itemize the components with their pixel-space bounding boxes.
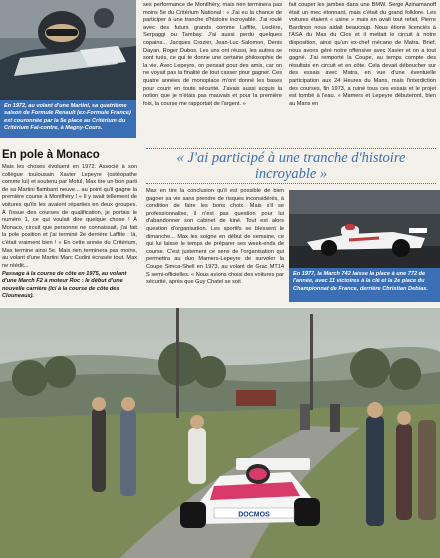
column1-top-text: ses performance de Montlhéry, mais rien terminera pas moins 5e du Critérium National : « J'ai eu la chance de participer à une tranche d'histoire incroyable. J'ai roulé avec des futurs grands comme Laffite, Leclère, Serpaggi ou Tambay. J'ai aussi perdu quelques copains... Jacques Crozier, Jean-Luc Salomon, Denis Dayan, Roger Dubos. Les uns ont réussi, les autres se sont tués, ce qui te donne une certaine philosophie de la vie. Avec Lepeyre, on pensait pour des amis, car on ne voyait pas la finalité de tout casser pour gagner. Ces quatre années de monoplace m'ont donné les bases pour courir en toute sécurité. J'avais aussi acquis la notion que je n'étais pas mauvais et pour la première fois, la course me rapportait de l'argent. » <box>143 2 282 107</box>
hillclimb-race-car-photo-icon <box>0 308 440 558</box>
top-photo-caption: En 1972, au volant d'une Martini, sa quatrième saison de Formule Renault (ex-Formule France) est couronnée par la 5e place au Critérium du Critérium Fal-contre, à Magny-Cours. <box>0 100 136 138</box>
march-race-car-photo-icon <box>289 190 440 268</box>
quote-rule-top <box>146 148 436 149</box>
pull-quote: « J'ai participé à une tranche d'histoire incroyable » <box>176 150 406 182</box>
top-photo <box>0 0 136 100</box>
column2-top-text: fait couper les jambes dans une BMW. Serge Azinamanoff était un mec étonnant, mais c'était du grand folklore. Les voitures étaient « usine » mais en avait tout refait. Pierre Bardinon nous aidait beaucoup. Nous étions licenciés à l'ASA du Mas du Clos et il mettait le circuit à notre disposition, ainsi qu'un ex-chef mécano de Matra. Brief, nous avons géré notre offensive avec Xavier et on a tout gagné. J'ai remporté la Coupe, au temps compte des résultats en circuit et en côte. Cela devait déboucher sur des essais avec Matra, en vue d'une éventuelle participation aux 24 Heures du Mans, mais l'interdiction des courses, fin 1973, a ruiné tous ces essais et le projet est tombé à l'eau. » Mamers et Lepeyre débuteront, bien au Mans en <box>289 2 436 107</box>
march-photo-caption: En 1977, la March 742 laisse la place à une 772 de l'année, avec 11 victoires à la clé et la 2e place du Championnat de France, derrière Christian Debias. <box>289 268 440 302</box>
march-photo <box>289 190 440 268</box>
section-title: En pole à Monaco <box>2 149 100 161</box>
racing-driver-photo-icon <box>0 0 136 100</box>
car-livery-text: DOCMOS <box>238 511 270 519</box>
section-body: Mais les choses évoluent en 1972. Associé à son collègue toulousain Xavier Lepeyre (ostéopathe comme lui) et soutenu par Motul, Max tire un bon parti de sa Martini flambant neuve... au point qu'il gagne la première course à Montlhéry ! « Il y avait tellement de voitures qu'ils les avaient réparties en deux groupes. À l'issue des courses de qualification, je portais le numéro 1, ce qui voulait dire quelque chose ! À Monaco, circuit que personne ne connaissait, j'ai fait la pole position et j'ai terminé 2e derrière Laffite : là, c'était vraiment bien ! » En cette année du Critérium, Max termine ainsi 5e. Mais rien terminera pas moins, au volant d'une Martini Marc Cudini écrasée tout. Max ne réédit... <box>2 164 137 268</box>
bottom-photo <box>0 308 440 558</box>
column-mid-text: Max en tire la conclusion qu'il est possible de bien gagner sa vie sans prendre de risques inconsidérés, à condition de faire les bons choix. Mais s'il se professionnalise, il n'est pas question pour lui d'abandonner son cabinet de kiné. Tout est alors question d'organisation. Les sportifs se blessent le dimanche... Max les soigne en début de semaine, ce qui lui laisse le temps de préparer ses week-ends de course. C'est justement ce sens de l'organisation qui permettra au duo Mamers-Lepeyre de survoler la Coupe Simca-Shell en 1973, au volant de Grac MT14 S semi-officielles. « Nous avions choisi des voitures par sécurité, après que Guy Chatel se soit <box>146 188 284 286</box>
quote-rule-bottom <box>146 183 436 184</box>
slope-caption: Passage à la course de côte en 1975, au volant d'une March F2 à moteur Roc : le début d'une nouvelle carrière (ici à la course de côte des Clouneaux). <box>2 271 127 300</box>
